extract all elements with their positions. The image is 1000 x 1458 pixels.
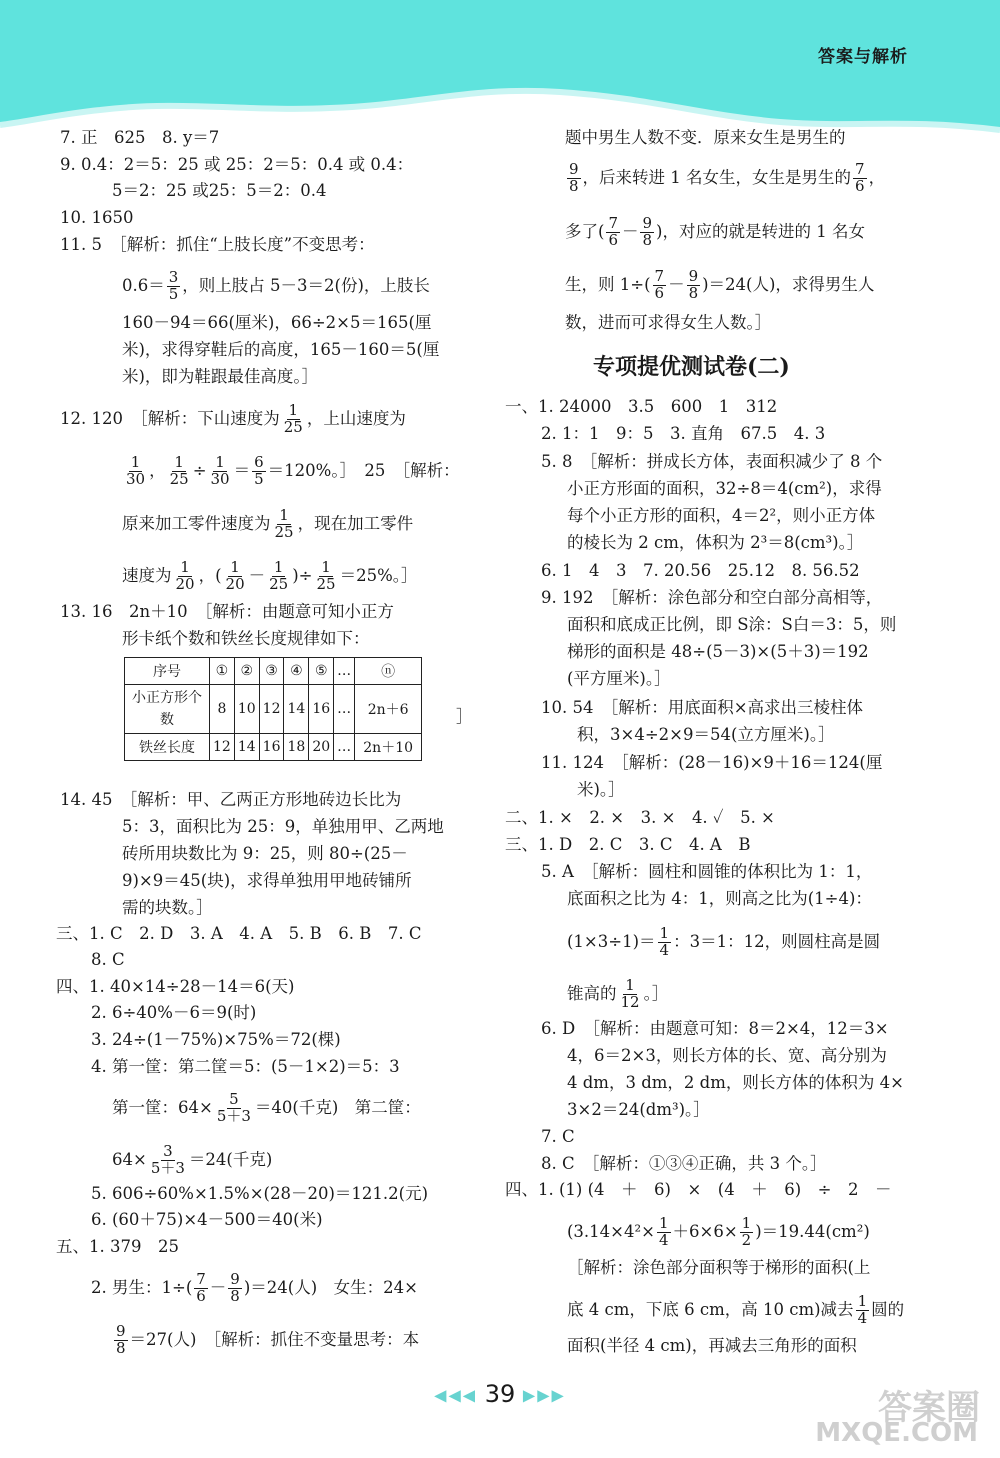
table-close-bracket: ］	[456, 707, 473, 726]
section-4-q4-line2: 第一筐：64× $\frac{5}{5+3}$ ＝40(千克) 第二筐：	[112, 1090, 421, 1125]
answer-13-line2: 形卡纸个数和铁丝长度规律如下：	[122, 629, 370, 648]
s2-answer-9-line3: 梯形的面积是 48÷(5－3)×(5＋3)＝192	[567, 642, 869, 661]
section-4-q4-line3: 64× $\frac{3}{5+3}$ ＝24(千克)	[112, 1142, 273, 1177]
table-row: 小正方形个数 8 10 12 14 16 … 2n＋6	[125, 685, 422, 734]
right-cont-line5: 数，进而可求得女生人数。］	[565, 313, 772, 332]
section-4-q6: 6. (60＋75)×4－500＝40(米)	[91, 1210, 323, 1229]
s2-section-3-q5-line4: 锥高的 $\frac{1}{12}$ 。］	[567, 976, 669, 1011]
s2-answer-11-line1: 11. 124 ［解析：(28－16)×9＋16＝124(厘	[541, 753, 883, 772]
s2-answer-10-line2: 积，3×4÷2×9＝54(立方厘米)。］	[577, 725, 835, 744]
s2-section-3-q5-line1: 5. A ［解析：圆柱和圆锥的体积比为 1：1，	[541, 862, 873, 881]
s2-answer-11-line2: 米)。］	[577, 780, 625, 799]
s2-section-3-q6-line3: 4 dm，3 dm，2 dm，则长方体的体积为 4×	[567, 1073, 904, 1092]
answer-14-line3: 砖所用块数比为 9：25，则 80÷(25－	[122, 844, 408, 863]
right-cont-line2: $\frac{9}{8}$ ，后来转进 1 名女生，女生是男生的 $\frac{7}{6}$ ，	[569, 160, 886, 195]
section-4-q1: 四、1. 40×14÷28－14＝6(天)	[56, 977, 295, 996]
s2-answer-6-8: 6. 1 4 3 7. 20.56 25.12 8. 56.52	[541, 561, 860, 580]
s2-answer-5-line2: 小正方形面的面积，32÷8＝4(cm²)，求得	[567, 479, 882, 498]
watermark-logo: 答案圈	[878, 1388, 980, 1428]
s2-section-4-line4: 底 4 cm，下底 6 cm，高 10 cm)减去 $\frac{1}{4}$ 圆的	[567, 1292, 905, 1327]
s2-section-3-q7: 7. C	[541, 1127, 575, 1146]
answer-14-line5: 需的块数。］	[122, 898, 213, 917]
answer-11-line1: 11. 5 ［解析：抓住“上肢长度”不变思考：	[60, 235, 375, 254]
right-cont-line3: 多了( $\frac{7}{6}$ － $\frac{9}{8}$ )，对应的就是转进的 1 名女	[565, 214, 865, 249]
s2-section-3-q6-line1: 6. D ［解析：由题意可知：8＝2×4，12＝3×	[541, 1019, 889, 1038]
s2-answer-9-line2: 面积和底成正比例，即 S涂：S白＝3：5，则	[567, 615, 897, 634]
answer-14-line4: 9)×9＝45(块)，求得单独用甲地砖铺所	[122, 871, 412, 890]
answer-14-line1: 14. 45 ［解析：甲、乙两正方形地砖边长比为	[60, 790, 402, 809]
s2-answer-9-line1: 9. 192 ［解析：涂色部分和空白部分高相等，	[541, 588, 883, 607]
s2-answer-2-4: 2. 1：1 9：5 3. 直角 67.5 4. 3	[541, 424, 826, 443]
section-5-q2-line1: 2. 男生：1÷( $\frac{7}{6}$ － $\frac{9}{8}$ )＝24(人) 女生：24×	[91, 1270, 418, 1305]
section-3-line2: 8. C	[91, 950, 125, 969]
table-row: 铁丝长度 12 14 16 18 20 … 2n＋10	[125, 734, 422, 761]
section-title: 专项提优测试卷(二)	[593, 354, 790, 380]
answer-12-line2: $\frac{1}{30}$ ， $\frac{1}{25}$ ÷ $\frac{1}{30}$ ＝ $\frac{6}{5}$ ＝120%。］ 25 ［解析：	[126, 453, 460, 488]
section-4-q2: 2. 6÷40%－6＝9(时)	[91, 1003, 257, 1022]
s2-answer-10-line1: 10. 54 ［解析：用底面积×高求出三棱柱体	[541, 698, 864, 717]
answer-11-line2: 0.6＝ $\frac{3}{5}$ ，则上肢占 5－3＝2(份)，上肢长	[122, 268, 430, 303]
s2-section-3-q8: 8. C ［解析：①③④正确，共 3 个。］	[541, 1154, 827, 1173]
section-5-q2-line2: $\frac{9}{8}$ ＝27(人) ［解析：抓住不变量思考：本	[116, 1322, 420, 1357]
prev-arrows-icon: ◀◀◀	[434, 1385, 478, 1405]
s2-section-3-line1: 三、1. D 2. C 3. C 4. A B	[505, 835, 751, 854]
answer-10: 10. 1650	[60, 208, 134, 227]
answer-11-line3: 160－94＝66(厘米)，66÷2×5＝165(厘	[122, 313, 432, 332]
answer-12-line3: 原来加工零件速度为 $\frac{1}{25}$ ，现在加工零件	[122, 506, 414, 541]
s2-section-4-line1: 四、1. (1) (4 ＋ 6) × (4 ＋ 6) ÷ 2 －	[505, 1180, 892, 1199]
s2-section-3-q5-line3: (1×3÷1)＝ $\frac{1}{4}$ ：3＝1：12，则圆柱高是圆	[567, 924, 881, 959]
s2-section-4-line2: (3.14×4²× $\frac{1}{4}$ ＋6×6× $\frac{1}{2}$ )＝19.44(cm²)	[567, 1214, 870, 1249]
section-5-q1: 五、1. 379 25	[56, 1237, 179, 1256]
section-4-q3: 3. 24÷(1－75%)×75%＝72(棵)	[91, 1030, 341, 1049]
answer-7-8: 7. 正 625 8. y＝7	[60, 128, 220, 147]
page-number: 39	[484, 1380, 516, 1408]
table-row: 序号 ① ② ③ ④ ⑤ … ⓝ	[125, 658, 422, 685]
s2-section-4-line3: ［解析：涂色部分面积等于梯形的面积(上	[567, 1258, 871, 1277]
header-title: 答案与解析	[818, 47, 908, 67]
answer-14-line2: 5：3，面积比为 25：9，单独用甲、乙两地	[122, 817, 444, 836]
s2-answer-5-line1: 5. 8 ［解析：拼成长方体，表面积减少了 8 个	[541, 452, 883, 471]
section-4-q4-line1: 4. 第一筐：第二筐＝5：(5－1×2)＝5：3	[91, 1057, 400, 1076]
page-footer	[0, 1380, 1000, 1408]
answer-11-line5: 米)，即为鞋跟最佳高度。］	[122, 367, 319, 386]
answer-9-line1: 9. 0.4：2＝5：25 或 25：2＝5：0.4 或 0.4：	[60, 155, 414, 174]
s2-section-3-q6-line2: 4，6＝2×3，则长方体的长、宽、高分别为	[567, 1046, 887, 1065]
right-cont-line4: 生，则 1÷( $\frac{7}{6}$ － $\frac{9}{8}$ )＝24(人)，求得男生人	[565, 267, 875, 302]
s2-section-4-line5: 面积(半径 4 cm)，再减去三角形的面积	[567, 1336, 857, 1355]
section-4-q5: 5. 606÷60%×1.5%×(28－20)＝121.2(元)	[91, 1184, 429, 1203]
answer-12-line4: 速度为 $\frac{1}{20}$ ，( $\frac{1}{20}$ － $\frac{1}{25}$ )÷ $\frac{1}{25}$ ＝25%。］	[122, 558, 418, 593]
right-cont-line1: 题中男生人数不变．原来女生是男生的	[565, 128, 846, 147]
s2-section-3-q6-line4: 3×2＝24(dm³)。］	[567, 1100, 710, 1119]
answer-11-line4: 米)，求得穿鞋后的高度，165－160＝5(厘	[122, 340, 440, 359]
header-banner	[0, 0, 1000, 140]
watermark-url: MXQE.COM	[815, 1418, 978, 1448]
section-3-line1: 三、1. C 2. D 3. A 4. A 5. B 6. B 7. C	[56, 924, 422, 943]
answer-12-line1: 12. 120 ［解析：下山速度为 $\frac{1}{25}$ ，上山速度为	[60, 401, 406, 436]
s2-answer-1: 一、1. 24000 3.5 600 1 312	[505, 397, 778, 416]
s2-answer-9-line4: (平方厘米)。］	[567, 669, 671, 688]
sequence-table	[124, 657, 422, 761]
answer-9-line2: 5＝2：25 或25：5＝2：0.4	[112, 181, 327, 200]
next-arrows-icon: ▶▶▶	[522, 1385, 566, 1405]
s2-answer-5-line3: 每个小正方形的面积，4＝2²，则小正方体	[567, 506, 876, 525]
s2-answer-5-line4: 的棱长为 2 cm，体积为 2³＝8(cm³)。］	[567, 533, 864, 552]
answer-13-line1: 13. 16 2n＋10 ［解析：由题意可知小正方	[60, 602, 394, 621]
s2-section-3-q5-line2: 底面积之比为 4：1，则高之比为(1÷4)：	[567, 889, 872, 908]
s2-section-2: 二、1. × 2. × 3. × 4. ✓ 5. ×	[505, 808, 775, 827]
